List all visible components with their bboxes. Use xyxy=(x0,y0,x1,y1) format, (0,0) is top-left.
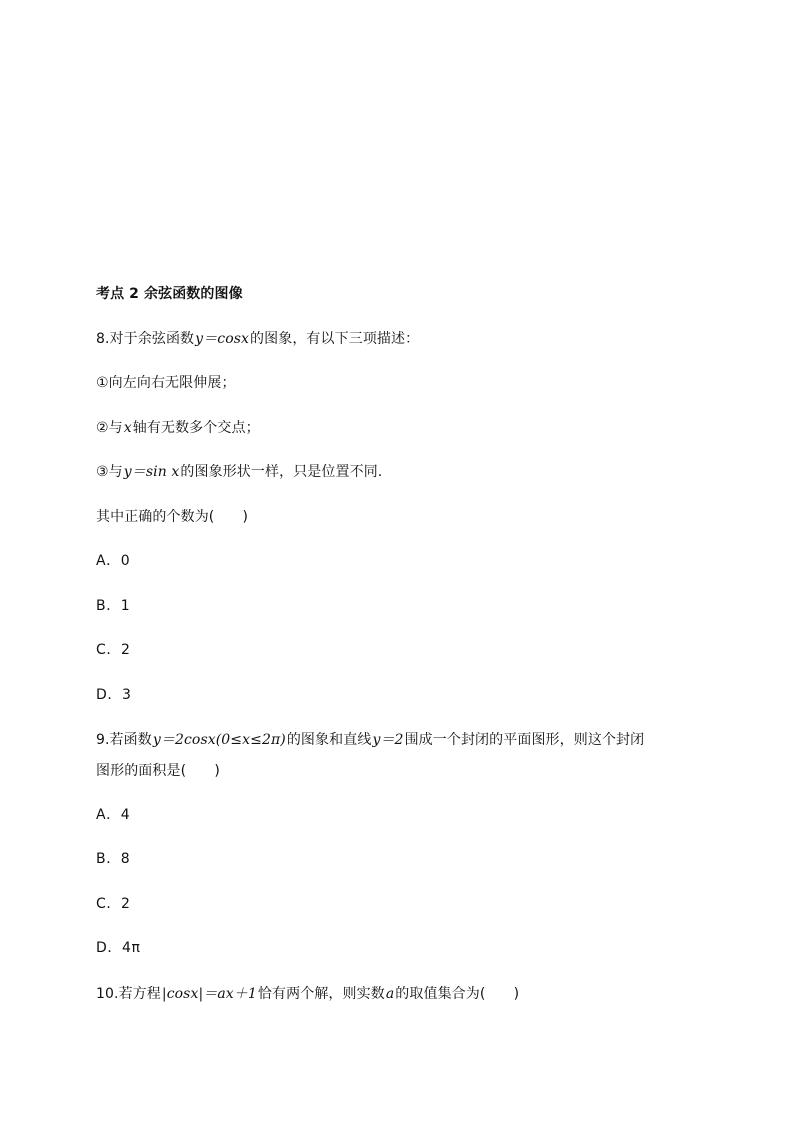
question-8-item-3-suffix: 的图象形状一样，只是位置不同. xyxy=(180,464,383,480)
question-9-stem xyxy=(96,730,644,750)
question-9-formula-2: y＝2 xyxy=(372,732,404,748)
question-10-stem xyxy=(96,984,519,1004)
question-8-option-b: B．1 xyxy=(96,598,131,614)
question-9-suffix: 围成一个封闭的平面图形，则这个封闭 xyxy=(404,732,645,748)
question-8-item-3-prefix: ③与 xyxy=(96,464,123,480)
question-10-suffix: 的取值集合为( ) xyxy=(395,986,520,1002)
question-8-item-2-suffix: 轴有无数多个交点； xyxy=(132,420,260,436)
question-9-option-d: D．4π xyxy=(96,940,141,956)
question-8-formula: y＝cosx xyxy=(195,331,250,347)
question-9-formula: y＝2cosx(0≤x≤2π) xyxy=(152,732,286,748)
question-9-stem-line-2: 图形的面积是( ) xyxy=(96,763,220,779)
question-8-item-2-prefix: ②与 xyxy=(96,420,123,436)
question-8-prefix: 8.对于余弦函数 xyxy=(96,331,195,347)
question-8-option-d: D．3 xyxy=(96,687,132,703)
question-10-formula: |cosx|＝ax＋1 xyxy=(161,986,257,1002)
question-9-prefix: 9.若函数 xyxy=(96,732,152,748)
question-8-item-2-formula: x xyxy=(123,420,132,436)
question-8-item-2 xyxy=(96,418,260,438)
question-8-suffix: 的图象，有以下三项描述： xyxy=(250,331,420,347)
question-10-formula-2: a xyxy=(385,986,395,1002)
question-8-option-c: C．2 xyxy=(96,642,131,658)
question-9-mid: 的图象和直线 xyxy=(286,732,372,748)
question-9-option-a: A．4 xyxy=(96,807,131,823)
question-8-item-1: ①向左向右无限伸展； xyxy=(96,375,236,391)
question-10-prefix: 10.若方程 xyxy=(96,986,161,1002)
question-8-item-3 xyxy=(96,462,382,482)
question-8-item-3-formula: y＝sin x xyxy=(123,464,180,480)
question-9-option-b: B．8 xyxy=(96,851,131,867)
section-title: 考点 2 余弦函数的图像 xyxy=(96,286,243,302)
question-8-ask: 其中正确的个数为( ) xyxy=(96,509,249,525)
question-9-option-c: C．2 xyxy=(96,896,131,912)
question-8-stem xyxy=(96,329,419,349)
question-8-option-a: A．0 xyxy=(96,553,131,569)
question-10-mid: 恰有两个解，则实数 xyxy=(257,986,385,1002)
